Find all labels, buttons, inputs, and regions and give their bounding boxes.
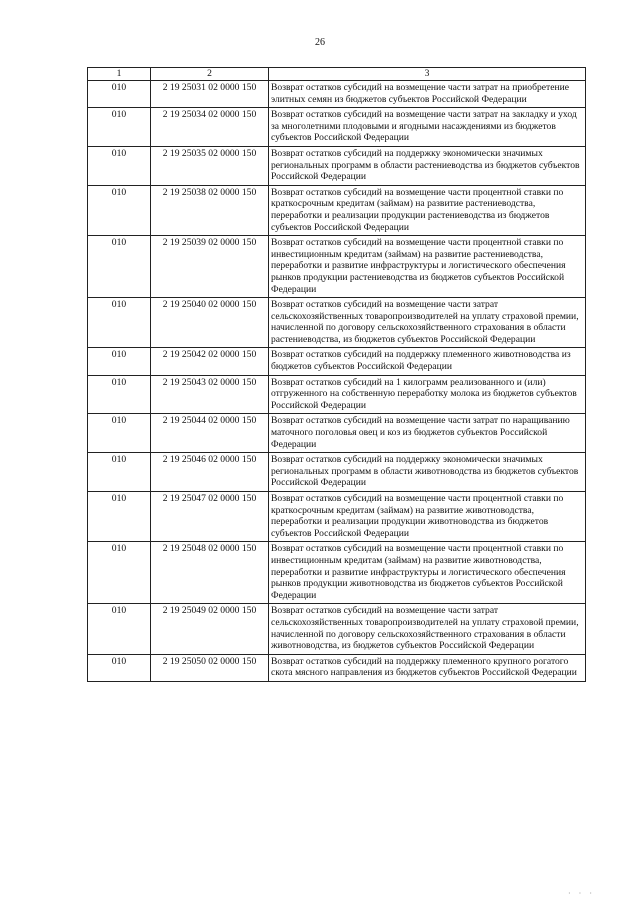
- table-row: [88, 542, 586, 604]
- table-row: [88, 375, 586, 414]
- admin-code-cell: 010: [88, 453, 151, 492]
- table-row: [88, 604, 586, 654]
- table-row: [88, 414, 586, 453]
- table-header-row: [88, 68, 586, 81]
- admin-code-cell: 010: [88, 414, 151, 453]
- page-number: 26: [315, 37, 325, 48]
- admin-code-cell: 010: [88, 108, 151, 147]
- description-cell: Возврат остатков субсидий на возмещение части затрат на приобретение элитных семян из бюджетов субъектов Российской Федерации: [269, 81, 586, 108]
- budget-codes-table: [87, 67, 586, 682]
- admin-code-cell: 010: [88, 654, 151, 681]
- table-row: [88, 185, 586, 235]
- column-header-2: 2: [151, 68, 269, 81]
- budget-code-cell: 2 19 25046 02 0000 150: [151, 453, 269, 492]
- table-row: [88, 348, 586, 375]
- budget-code-cell: 2 19 25031 02 0000 150: [151, 81, 269, 108]
- table-row: [88, 654, 586, 681]
- admin-code-cell: 010: [88, 348, 151, 375]
- budget-code-cell: 2 19 25040 02 0000 150: [151, 298, 269, 348]
- description-cell: Возврат остатков субсидий на возмещение части процентной ставки по краткосрочным кредитам (займам) на развитие животноводства, переработки и реализации продукции животноводства из бюджетов субъектов Российской Федерации: [269, 492, 586, 542]
- budget-code-cell: 2 19 25047 02 0000 150: [151, 492, 269, 542]
- admin-code-cell: 010: [88, 236, 151, 298]
- description-cell: Возврат остатков субсидий на поддержку экономически значимых региональных программ в области растениеводства из бюджетов субъектов Российской Федерации: [269, 146, 586, 185]
- admin-code-cell: 010: [88, 146, 151, 185]
- admin-code-cell: 010: [88, 492, 151, 542]
- budget-code-cell: 2 19 25044 02 0000 150: [151, 414, 269, 453]
- admin-code-cell: 010: [88, 298, 151, 348]
- description-cell: Возврат остатков субсидий на поддержку экономически значимых региональных программ в области животноводства из бюджетов субъектов Российской Федерации: [269, 453, 586, 492]
- table-row: [88, 492, 586, 542]
- description-cell: Возврат остатков субсидий на возмещение части процентной ставки по инвестиционным кредитам (займам) на развитие растениеводства, переработки и развитие инфраструктуры и логистического обеспечения рынков продукции растениеводства из бюджетов субъектов Российской Федерации: [269, 236, 586, 298]
- description-cell: Возврат остатков субсидий на возмещение части затрат сельскохозяйственных товаропроизводителей на уплату страховой премии, начисленной по договору сельскохозяйственного страхования в области растениеводства, из бюджетов субъектов Российской Федерации: [269, 298, 586, 348]
- budget-code-cell: 2 19 25050 02 0000 150: [151, 654, 269, 681]
- admin-code-cell: 010: [88, 81, 151, 108]
- admin-code-cell: 010: [88, 375, 151, 414]
- budget-code-cell: 2 19 25034 02 0000 150: [151, 108, 269, 147]
- column-header-3: 3: [269, 68, 586, 81]
- table-row: [88, 81, 586, 108]
- admin-code-cell: 010: [88, 185, 151, 235]
- budget-code-cell: 2 19 25035 02 0000 150: [151, 146, 269, 185]
- description-cell: Возврат остатков субсидий на поддержку племенного крупного рогатого скота мясного направления из бюджетов субъектов Российской Федерации: [269, 654, 586, 681]
- table-row: [88, 298, 586, 348]
- budget-code-cell: 2 19 25038 02 0000 150: [151, 185, 269, 235]
- column-header-1: 1: [88, 68, 151, 81]
- description-cell: Возврат остатков субсидий на возмещение части затрат сельскохозяйственных товаропроизводителей на уплату страховой премии, начисленной по договору сельскохозяйственного страхования в области животноводства, из бюджетов субъектов Российской Федерации: [269, 604, 586, 654]
- budget-code-cell: 2 19 25043 02 0000 150: [151, 375, 269, 414]
- budget-code-cell: 2 19 25039 02 0000 150: [151, 236, 269, 298]
- scan-dots-mark: · · ·: [568, 889, 595, 898]
- description-cell: Возврат остатков субсидий на возмещение части затрат по наращиванию маточного поголовья овец и коз из бюджетов субъектов Российской Федерации: [269, 414, 586, 453]
- table-row: [88, 146, 586, 185]
- description-cell: Возврат остатков субсидий на возмещение части процентной ставки по инвестиционным кредитам (займам) на развитие животноводства, переработки и развитие инфраструктуры и логистического обеспечения рынков продукции животноводства из бюджетов субъектов Российской Федерации: [269, 542, 586, 604]
- admin-code-cell: 010: [88, 542, 151, 604]
- table-body: [88, 81, 586, 682]
- description-cell: Возврат остатков субсидий на 1 килограмм реализованного и (или) отгруженного на собственную переработку молока из бюджетов субъектов Российской Федерации: [269, 375, 586, 414]
- table-row: [88, 453, 586, 492]
- admin-code-cell: 010: [88, 604, 151, 654]
- budget-code-cell: 2 19 25048 02 0000 150: [151, 542, 269, 604]
- table-row: [88, 236, 586, 298]
- table-row: [88, 108, 586, 147]
- description-cell: Возврат остатков субсидий на возмещение части затрат на закладку и уход за многолетними плодовыми и ягодными насаждениями из бюджетов субъектов Российской Федерации: [269, 108, 586, 147]
- budget-code-cell: 2 19 25042 02 0000 150: [151, 348, 269, 375]
- budget-code-cell: 2 19 25049 02 0000 150: [151, 604, 269, 654]
- description-cell: Возврат остатков субсидий на поддержку племенного животноводства из бюджетов субъектов Российской Федерации: [269, 348, 586, 375]
- description-cell: Возврат остатков субсидий на возмещение части процентной ставки по краткосрочным кредитам (займам) на развитие растениеводства, переработки и реализации продукции растениеводства из бюджетов субъектов Российской Федерации: [269, 185, 586, 235]
